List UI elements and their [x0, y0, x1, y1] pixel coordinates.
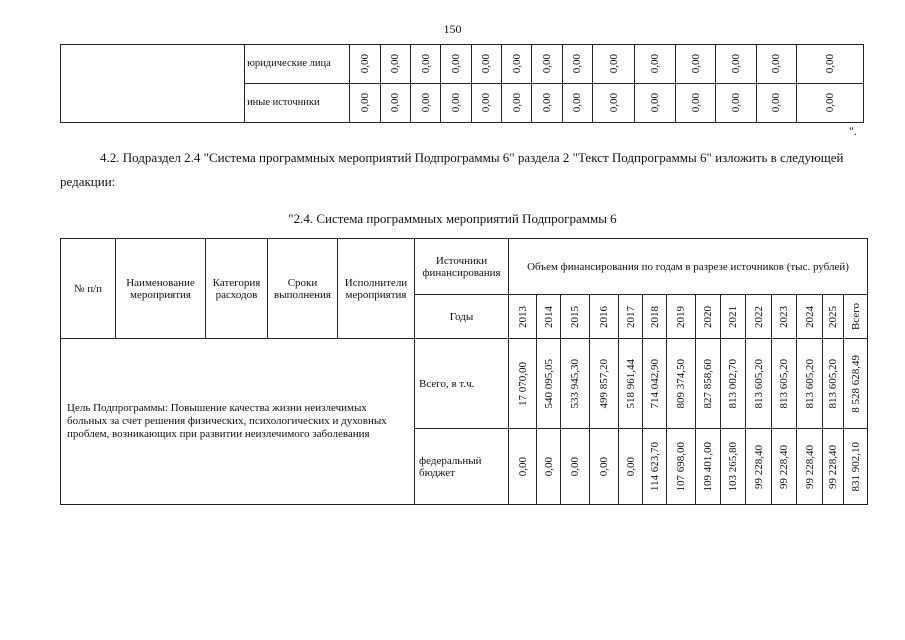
- value-cell: 99 228,40: [752, 444, 765, 489]
- closing-quote: ".: [849, 124, 857, 138]
- value-cell: 0,00: [358, 54, 371, 74]
- body-paragraph: 4.2. Подраздел 2.4 "Система программных мероприятий Подпрограммы 6" раздела 2 "Текст Подпрограммы 6" изложить в следующей редакции:: [60, 150, 844, 189]
- value-cell: 0,00: [770, 93, 783, 113]
- value-cell: 0,00: [689, 93, 702, 113]
- row-label: юридические лица: [245, 45, 350, 84]
- value-cell: 0,00: [607, 93, 620, 113]
- value-cell: 8 528 628,49: [849, 354, 862, 413]
- value-cell: 0,00: [516, 456, 529, 477]
- value-cell: 109 401,00: [702, 441, 714, 492]
- value-cell: 0,00: [598, 456, 610, 477]
- year-cell: 2018: [648, 305, 661, 328]
- value-cell: 0,00: [649, 54, 662, 74]
- value-cell: 107 698,00: [675, 441, 687, 492]
- header-years: Годы: [415, 295, 509, 339]
- value-cell: 0,00: [358, 93, 371, 113]
- value-cell: 0,00: [571, 93, 584, 113]
- year-cell: 2014: [542, 305, 555, 328]
- year-cell: 2017: [624, 305, 637, 328]
- value-cell: 813 605,20: [803, 358, 816, 409]
- value-cell: 540 095,05: [542, 358, 555, 409]
- goal-cell: Цель Подпрограммы: Повышение качества жизни неизлечимых больных за счет решения физических, психологических и духовных проблем, возникающих при развитии неизлечимого заболевания: [61, 339, 415, 505]
- top-table: [60, 44, 864, 123]
- year-cell: 2020: [702, 305, 714, 328]
- value-cell: 0,00: [689, 54, 702, 74]
- value-cell: 0,00: [480, 54, 493, 74]
- value-cell: 17 070,00: [516, 361, 529, 406]
- value-cell: 0,00: [480, 93, 493, 113]
- year-cell: 2013: [516, 305, 529, 328]
- main-table: [60, 238, 868, 505]
- value-cell: 99 228,40: [778, 444, 790, 489]
- value-cell: 813 605,20: [752, 358, 765, 409]
- value-cell: 0,00: [729, 93, 742, 113]
- year-cell: 2022: [752, 305, 765, 328]
- value-cell: 499 857,20: [598, 358, 610, 409]
- top-table-row: [61, 45, 864, 84]
- value-cell: 827 858,60: [702, 358, 714, 409]
- source-cell: Всего, в т.ч.: [415, 339, 509, 429]
- year-cell: 2024: [803, 305, 816, 328]
- year-cell: 2016: [598, 305, 610, 328]
- value-cell: 99 228,40: [827, 444, 839, 489]
- value-cell: 0,00: [540, 54, 553, 74]
- section-caption: "2.4. Система программных мероприятий Подпрограммы 6: [288, 211, 617, 226]
- value-cell: 0,00: [510, 93, 523, 113]
- blank-cell: [61, 45, 245, 123]
- year-cell: Всего: [849, 303, 862, 330]
- value-cell: 714 042,90: [648, 358, 661, 409]
- header-terms: Сроки выполнения: [268, 239, 338, 339]
- header-financing: Объем финансирования по годам в разрезе источников (тыс. рублей): [509, 239, 868, 295]
- header-name: Наименование мероприятия: [116, 239, 206, 339]
- header-category: Категория расходов: [206, 239, 268, 339]
- value-cell: 809 374,50: [675, 358, 687, 409]
- source-cell: федеральный бюджет: [415, 429, 509, 505]
- value-cell: 831 902,10: [849, 441, 862, 492]
- value-cell: 99 228,40: [803, 444, 816, 489]
- value-cell: 0,00: [449, 93, 462, 113]
- table-row: [61, 339, 868, 429]
- value-cell: 0,00: [624, 456, 637, 477]
- value-cell: 0,00: [729, 54, 742, 74]
- value-cell: 0,00: [389, 93, 402, 113]
- value-cell: 0,00: [542, 456, 555, 477]
- value-cell: 114 623,70: [648, 441, 661, 492]
- value-cell: 103 265,80: [727, 441, 739, 492]
- row-label: иные источники: [245, 84, 350, 123]
- value-cell: 0,00: [540, 93, 553, 113]
- year-cell: 2015: [569, 305, 581, 328]
- header-sources: Источники финансирования: [415, 239, 509, 295]
- value-cell: 0,00: [607, 54, 620, 74]
- year-cell: 2023: [778, 305, 790, 328]
- value-cell: 0,00: [569, 456, 581, 477]
- value-cell: 0,00: [824, 93, 837, 113]
- value-cell: 0,00: [770, 54, 783, 74]
- value-cell: 0,00: [449, 54, 462, 74]
- value-cell: 0,00: [510, 54, 523, 74]
- value-cell: 518 961,44: [624, 358, 637, 409]
- value-cell: 813 002,70: [727, 358, 739, 409]
- year-cell: 2019: [675, 305, 687, 328]
- value-cell: 533 945,30: [569, 358, 581, 409]
- page-number: 150: [443, 22, 462, 36]
- value-cell: 0,00: [571, 54, 584, 74]
- value-cell: 0,00: [649, 93, 662, 113]
- year-cell: 2021: [727, 305, 739, 328]
- value-cell: 0,00: [389, 54, 402, 74]
- year-cell: 2025: [827, 305, 839, 328]
- value-cell: 0,00: [419, 93, 432, 113]
- header-executors: Исполнители мероприятия: [338, 239, 415, 339]
- value-cell: 813 605,20: [778, 358, 790, 409]
- value-cell: 0,00: [824, 54, 837, 74]
- value-cell: 0,00: [419, 54, 432, 74]
- value-cell: 813 605,20: [827, 358, 839, 409]
- header-row: [61, 239, 868, 295]
- header-num: № п/п: [61, 239, 116, 339]
